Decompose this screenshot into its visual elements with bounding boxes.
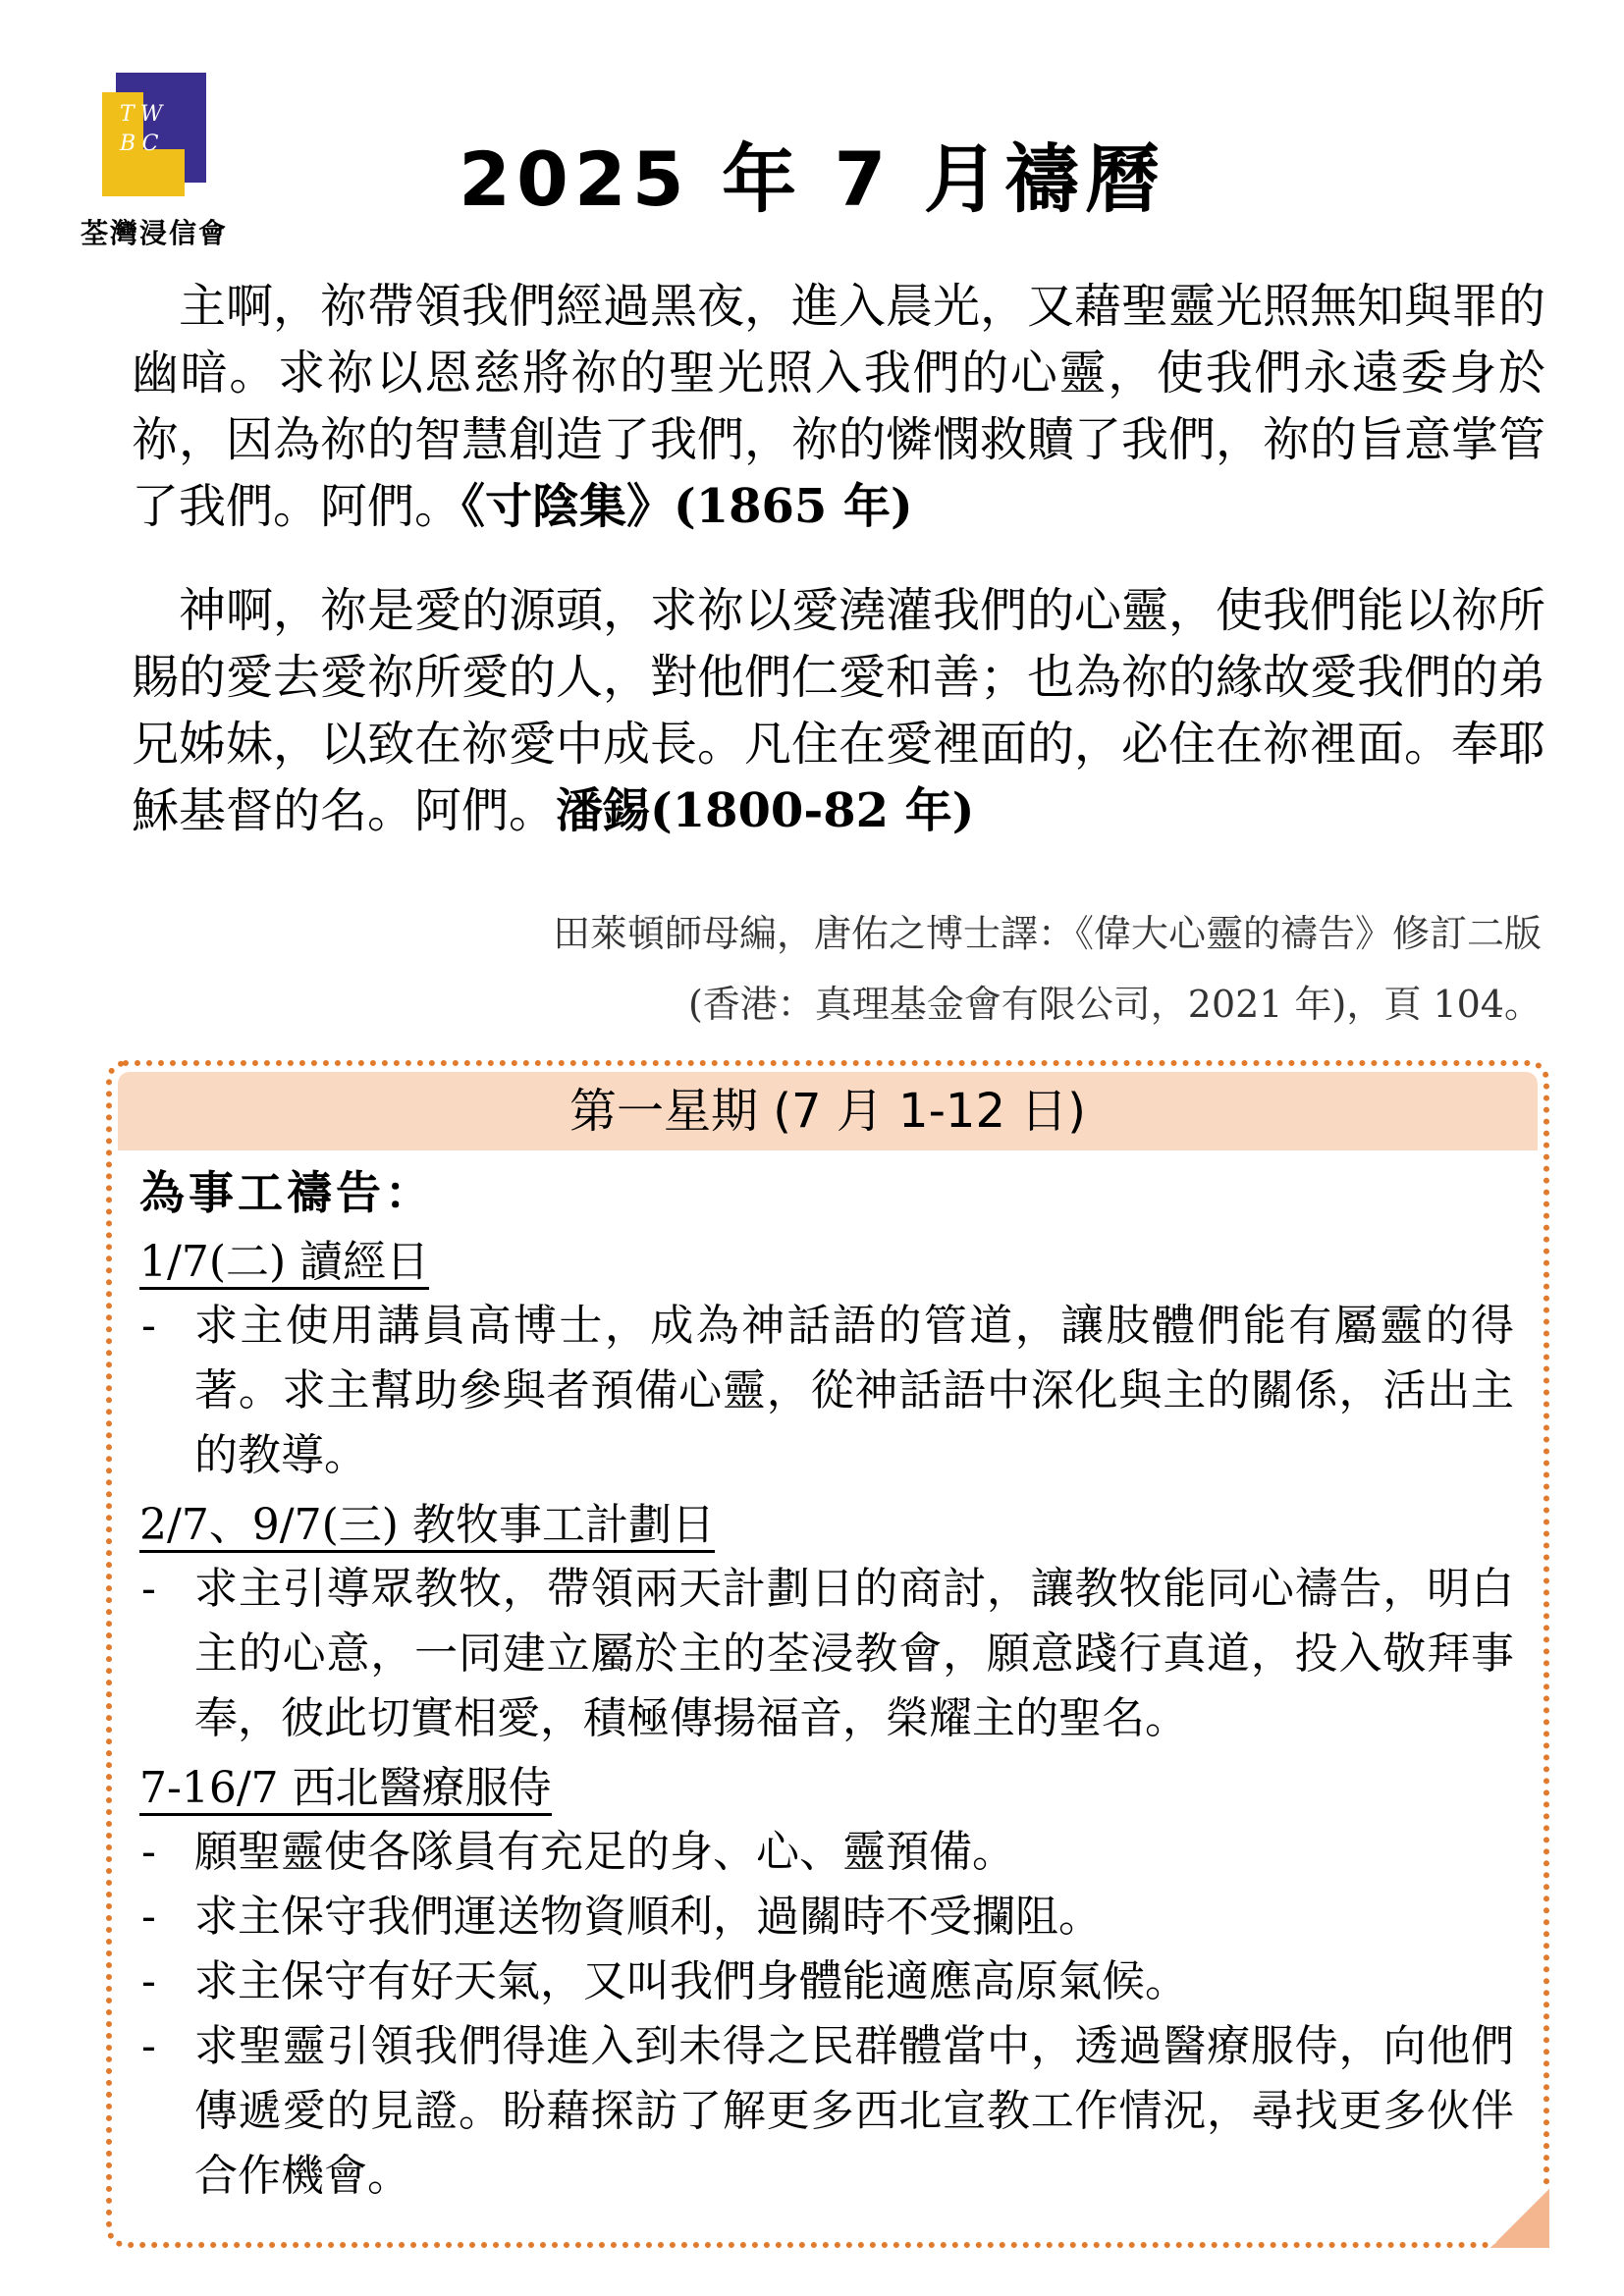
citation-line-1: 田萊頓師母編，唐佑之博士譯：《偉大心靈的禱告》修訂二版 [552, 912, 1542, 955]
prayer-item: - 求主保守有好天氣，又叫我們身體能適應高原氣候。 [139, 1949, 1514, 2014]
week-header: 第一星期 (7 月 1-12 日) [118, 1072, 1538, 1150]
prayer-text: 主啊，祢帶領我們經過黑夜，進入晨光，又藉聖靈光照無知與罪的幽暗。求祢以恩慈將祢的聖光照入我們的心靈，使我們永遠委身於祢，因為祢的智慧創造了我們，祢的憐憫救贖了我們，祢的旨意掌管了我們。阿們。 [132, 279, 1546, 534]
logo-letters: TW BC [120, 102, 169, 156]
prayer-item: - 求主引導眾教牧，帶領兩天計劃日的商討，讓教牧能同心禱告，明白主的心意，一同建立屬於主的荃浸教會，願意踐行真道，投入敬拜事奉，彼此切實相愛，積極傳揚福音，榮耀主的聖名。 [139, 1557, 1514, 1751]
prayer-item: - 求主保守我們運送物資順利，過關時不受攔阻。 [139, 1885, 1514, 1949]
event-items [139, 1557, 1514, 1751]
section-title: 為事工禱告： [139, 1166, 434, 1219]
event-heading-reading-day: 1/7(二) 讀經日 [139, 1231, 1514, 1294]
prayer-item: - 願聖靈使各隊員有充足的身、心、靈預備。 [139, 1820, 1514, 1885]
prayer-item: - 求主使用講員高博士，成為神話語的管道，讓肢體們能有屬靈的得著。求主幫助參與者預備心靈，從神話語中深化與主的關係，活出主的教導。 [139, 1294, 1514, 1488]
page-fold-corner [1490, 2189, 1549, 2248]
prayer-text: 神啊，祢是愛的源頭，求祢以愛澆灌我們的心靈，使我們能以祢所賜的愛去愛祢所愛的人，對他們仁愛和善；也為祢的緣故愛我們的弟兄姊妹，以致在祢愛中成長。凡住在愛裡面的，必住在祢裡面。奉耶穌基督的名。阿們。 [132, 583, 1546, 838]
prayer-paragraph-1 [132, 273, 1545, 540]
event-heading-planning-day: 2/7、9/7(三) 教牧事工計劃日 [139, 1494, 1514, 1557]
event-items [139, 1294, 1514, 1488]
week-content [139, 1160, 1514, 2209]
week-one-box [106, 1060, 1549, 2248]
prayer-item: - 求聖靈引領我們得進入到未得之民群體當中，透過醫療服侍，向他們傳遞愛的見證。盼藉探訪了解更多西北宣教工作情況，尋找更多伙伴合作機會。 [139, 2014, 1514, 2209]
prayer-source: 潘錫(1800-82 年) [556, 783, 975, 838]
citation-line-2: (香港：真理基金會有限公司，2021 年)，頁 104。 [687, 983, 1542, 1026]
church-name: 荃灣浸信會 [80, 217, 228, 249]
prayer-paragraph-2 [132, 577, 1545, 844]
event-heading-medical-service: 7-16/7 西北醫療服侍 [139, 1757, 1514, 1820]
prayer-source: 《寸陰集》(1865 年) [461, 479, 913, 534]
event-items [139, 1820, 1514, 2209]
page-title: 2025 年 7 月禱曆 [459, 135, 1165, 223]
